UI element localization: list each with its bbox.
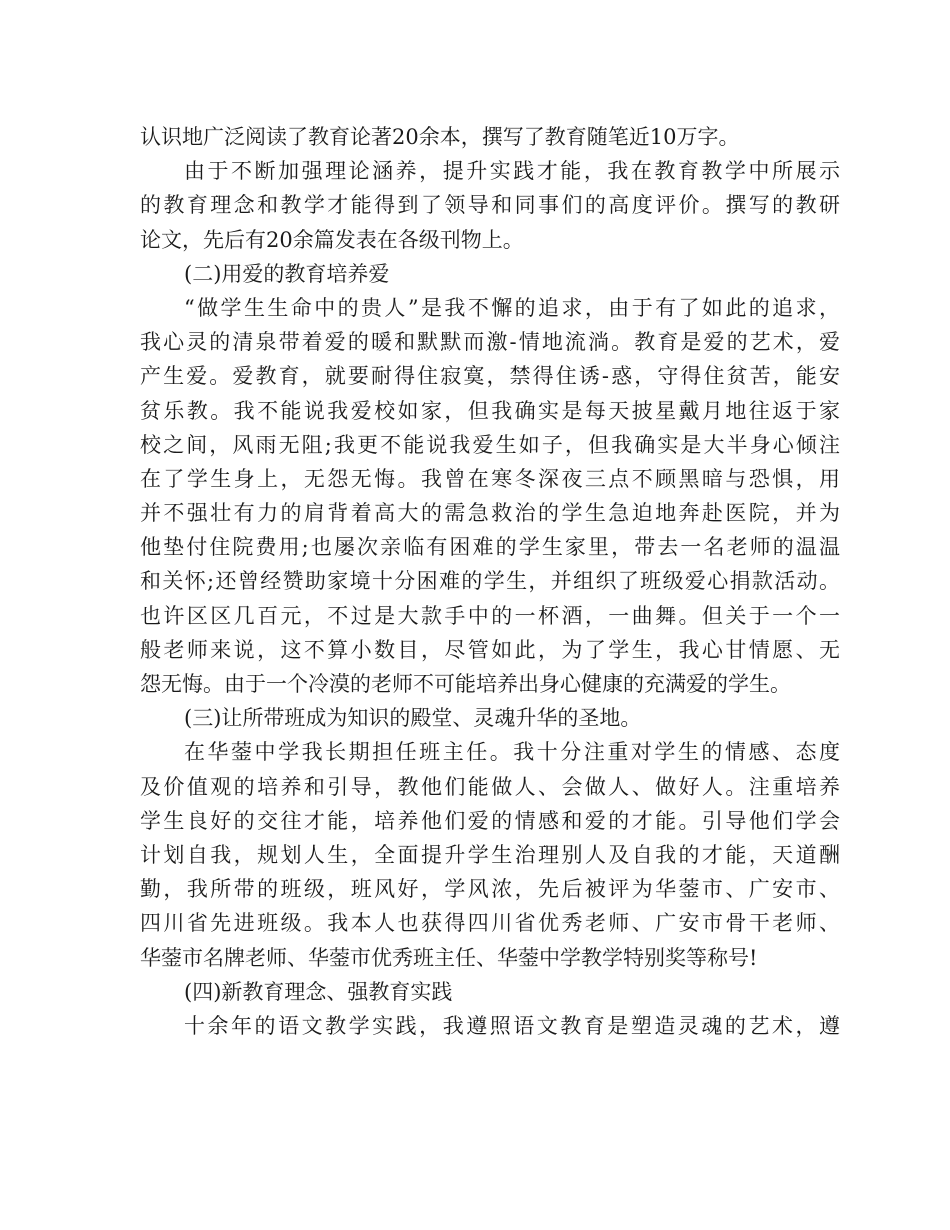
text-line: 四川省先进班级。我本人也获得四川省优秀老师、广安市骨干老师、 xyxy=(140,911,840,936)
text-line: 校之间，风雨无阻;我更不能说我爱生如子，但我确实是大半身心倾注 xyxy=(140,432,840,457)
text-line: 他垫付住院费用;也屡次亲临有困难的学生家里，带去一名老师的温温 xyxy=(140,535,840,560)
text-line: 我心灵的清泉带着爱的暖和默默而激-情地流淌。教育是爱的艺术，爱 xyxy=(140,330,840,355)
text-line: 计划自我，规划人生，全面提升学生治理别人及自我的才能，天道酬 xyxy=(140,842,840,867)
text-line: 由于不断加强理论涵养，提升实践才能，我在教育教学中所展示 xyxy=(184,159,840,184)
text-line: 并不强壮有力的肩背着高大的需急救治的学生急迫地奔赴医院，并为 xyxy=(140,501,840,526)
text-line: 怨无悔。由于一个冷漠的老师不可能培养出身心健康的充满爱的学生。 xyxy=(140,672,791,696)
text-line: 华蓥市名牌老师、华蓥市优秀班主任、华蓥中学教学特别奖等称号! xyxy=(140,945,758,970)
text-line: 产生爱。爱教育，就要耐得住寂寞，禁得住诱-惑，守得住贫苦，能安 xyxy=(140,364,840,389)
body-text xyxy=(140,120,840,1043)
text-line: 学生良好的交往才能，培养他们爱的情感和爱的才能。引导他们学会 xyxy=(140,808,840,833)
text-line: 勤，我所带的班级，班风好，学风浓，先后被评为华蓥市、广安市、 xyxy=(140,877,840,902)
text-line: (三)让所带班成为知识的殿堂、灵魂升华的圣地。 xyxy=(184,706,642,731)
text-line: 也许区区几百元，不过是大款手中的一杯酒，一曲舞。但关于一个一 xyxy=(140,603,840,628)
text-line: 及价值观的培养和引导，教他们能做人、会做人、做好人。注重培养 xyxy=(140,774,840,799)
text-line: 般老师来说，这不算小数目，尽管如此，为了学生，我心甘情愿、无 xyxy=(140,637,840,662)
text-line: 十余年的语文教学实践，我遵照语文教育是塑造灵魂的艺术，遵 xyxy=(184,1013,840,1038)
text-line: 的教育理念和教学才能得到了领导和同事们的高度评价。撰写的教研 xyxy=(140,193,840,218)
text-line: 认识地广泛阅读了教育论著20余本，撰写了教育随笔近10万字。 xyxy=(140,125,740,149)
text-line: 在华蓥中学我长期担任班主任。我十分注重对学生的情感、态度 xyxy=(184,740,840,765)
text-line: (四)新教育理念、强教育实践 xyxy=(184,979,453,1004)
text-line: 在了学生身上，无怨无悔。我曾在寒冬深夜三点不顾黑暗与恐惧，用 xyxy=(140,466,840,491)
text-line: 贫乐教。我不能说我爱校如家，但我确实是每天披星戴月地往返于家 xyxy=(140,398,840,423)
text-line: 论文，先后有20余篇发表在各级刊物上。 xyxy=(140,227,524,252)
text-line: (二)用爱的教育培养爱 xyxy=(184,261,390,286)
text-line: 和关怀;还曾经赞助家境十分困难的学生，并组织了班级爱心捐款活动。 xyxy=(140,569,840,594)
text-line: “做学生生命中的贵人”是我不懈的追求，由于有了如此的追求， xyxy=(184,295,840,320)
